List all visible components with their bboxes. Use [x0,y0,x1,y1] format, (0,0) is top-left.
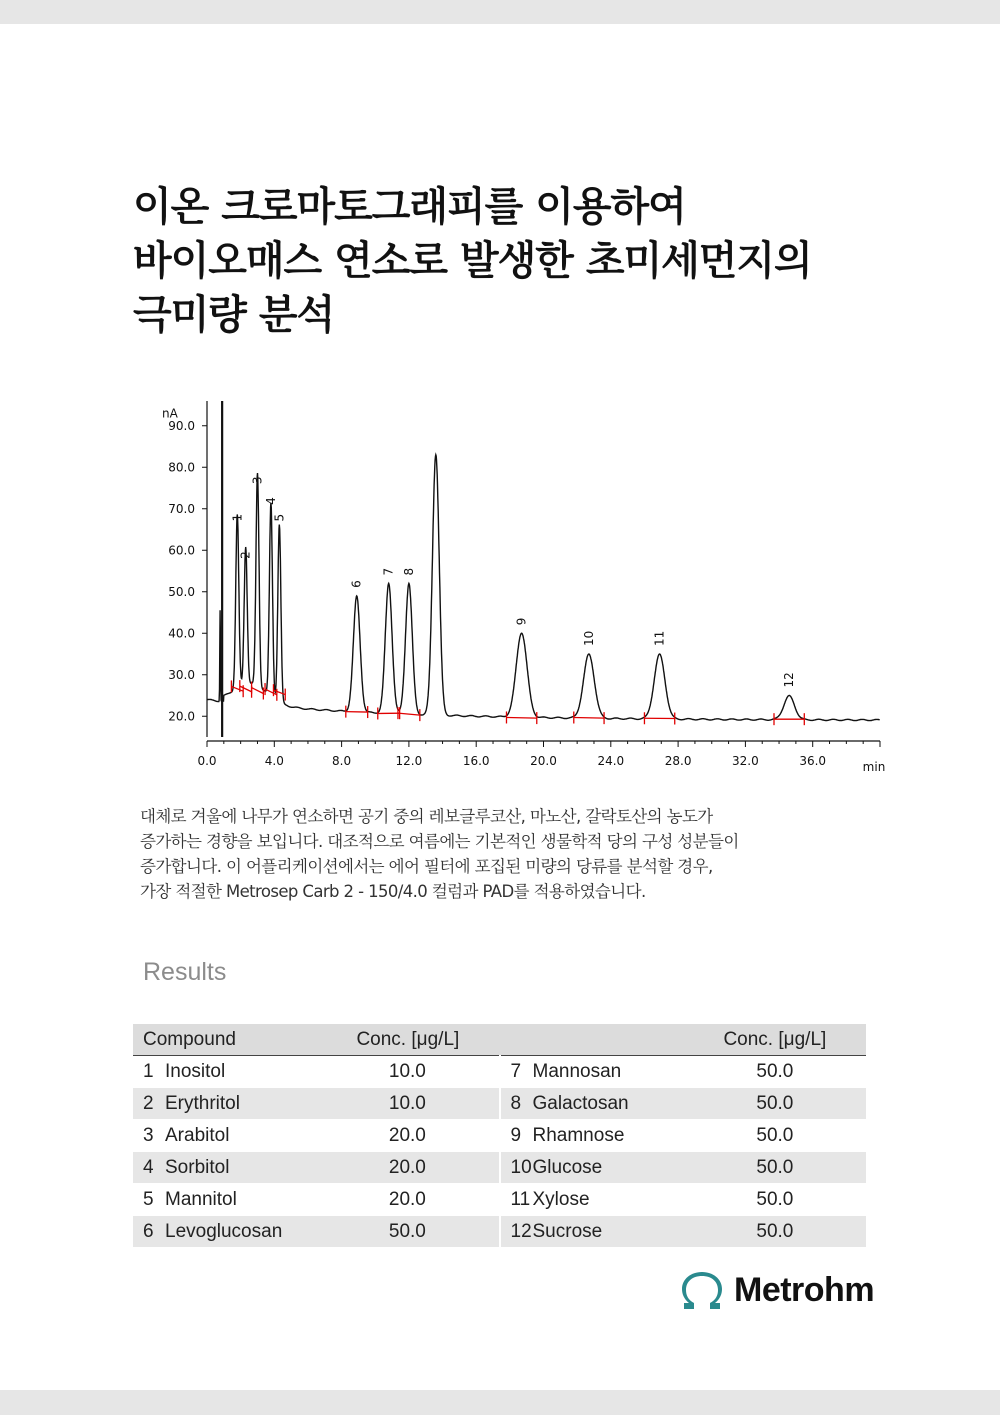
compound-number-2: 12 [510,1220,532,1242]
peak-label: 6 [349,580,364,588]
conc-cell-2: 50.0 [684,1216,866,1248]
peak-label: 10 [581,630,596,646]
compound-name: Sorbitol [165,1156,230,1178]
compound-name-2: Sucrose [532,1220,603,1242]
y-tick-label: 50.0 [168,584,195,599]
compound-number: 3 [143,1124,154,1146]
intro-line-4: 가장 적절한 Metrosep Carb 2 - 150/4.0 컬럼과 PAD를 적용하였습니다. [140,882,646,901]
peak-label: 9 [514,617,529,626]
compound-cell-2 [500,1216,684,1248]
results-header-row [133,1024,866,1056]
compound-number-2: 8 [510,1092,522,1114]
compound-number-2: 11 [510,1188,531,1210]
x-tick-label: 24.0 [597,754,625,768]
conc-cell: 10.0 [316,1088,499,1120]
metrohm-logo [680,1268,874,1312]
compound-cell-2 [500,1152,684,1184]
compound-number: 6 [143,1220,154,1242]
peak-label: 3 [250,476,265,485]
title-line-3: 극미량 분석 [133,292,335,338]
compound-name-2: Xylose [532,1188,590,1210]
page-title [133,180,913,342]
chromatogram-chart [150,375,890,775]
y-tick-label: 90.0 [168,418,195,433]
title-line-2: 바이오매스 연소로 발생한 초미세먼지의 [133,238,812,284]
conc-cell-2: 50.0 [684,1056,866,1088]
header-compound-2 [500,1024,684,1056]
intro-line-1: 대체로 겨울에 나무가 연소하면 공기 중의 레보글루코산, 마노산, 갈락토산의 농도가 [140,807,713,826]
compound-cell [133,1216,316,1248]
conc-cell-2: 50.0 [684,1184,866,1216]
peak-label: 1 [230,513,245,522]
compound-cell [133,1152,316,1184]
peak-label: 11 [652,630,667,646]
x-tick-label: 36.0 [799,754,827,768]
table-row [133,1152,866,1184]
x-tick-label: 0.0 [197,754,217,768]
compound-name-2: Galactosan [532,1092,629,1114]
omega-logo-icon [680,1270,724,1310]
x-tick-label: 16.0 [462,754,490,768]
compound-cell-2 [500,1120,684,1152]
conc-cell: 10.0 [316,1056,499,1088]
integration-baseline [574,718,604,719]
compound-cell [133,1056,316,1088]
y-tick-label: 30.0 [168,667,195,682]
compound-name-2: Glucose [532,1156,603,1178]
compound-name-2: Rhamnose [532,1124,625,1146]
x-tick-label: 4.0 [264,754,284,768]
compound-name: Inositol [165,1060,226,1082]
compound-cell [133,1184,316,1216]
y-tick-label: 60.0 [168,543,195,558]
results-body [133,1056,866,1248]
peak-label: 7 [381,567,396,576]
compound-number: 2 [143,1092,154,1114]
compound-cell-2 [500,1088,684,1120]
chromatogram-trace [207,455,880,721]
x-tick-label: 12.0 [395,754,423,768]
compound-name: Arabitol [165,1124,230,1146]
compound-name: Mannitol [165,1188,237,1210]
compound-name-2: Mannosan [532,1060,622,1082]
intro-line-3: 증가합니다. 이 어플리케이션에서는 에어 필터에 포집된 미량의 당류를 분석할 경우, [140,857,713,876]
header-conc-2: Conc. [μg/L] [684,1024,866,1056]
header-conc: Conc. [μg/L] [316,1024,499,1056]
y-tick-label: 20.0 [168,709,195,724]
table-row [133,1216,866,1248]
table-row [133,1056,866,1088]
compound-name: Levoglucosan [165,1220,283,1242]
compound-number: 1 [143,1060,154,1082]
conc-cell: 50.0 [316,1216,499,1248]
integration-baseline [252,688,264,694]
compound-number-2: 10 [510,1156,532,1178]
compound-number: 4 [143,1156,154,1178]
peak-label: 5 [272,513,287,522]
results-heading: Results [143,958,227,986]
x-axis-label: min [862,760,886,774]
x-tick-label: 8.0 [332,754,352,768]
chromatogram-svg [150,375,890,775]
peak-label: 2 [238,551,253,559]
compound-number-2: 7 [510,1060,522,1082]
compound-number-2: 9 [510,1124,522,1146]
x-tick-label: 20.0 [530,754,557,768]
x-tick-label: 32.0 [732,754,759,768]
table-row [133,1120,866,1152]
conc-cell: 20.0 [316,1120,499,1152]
conc-cell: 20.0 [316,1152,499,1184]
y-tick-label: 70.0 [168,501,195,516]
title-line-1: 이온 크로마토그래피를 이용하여 [133,184,686,230]
compound-name: Erythritol [165,1092,240,1114]
compound-number: 5 [143,1188,154,1210]
peak-label: 4 [263,497,278,505]
conc-cell: 20.0 [316,1184,499,1216]
intro-line-2: 증가하는 경향을 보입니다. 대조적으로 여름에는 기본적인 생물학적 당의 구성 성분들이 [140,832,739,851]
results-table [133,1024,866,1248]
conc-cell-2: 50.0 [684,1088,866,1120]
integration-baseline [398,713,420,715]
header-compound: Compound [133,1024,316,1056]
conc-cell-2: 50.0 [684,1120,866,1152]
x-tick-label: 28.0 [664,754,692,768]
compound-cell-2 [500,1056,684,1088]
compound-cell [133,1088,316,1120]
conc-cell-2: 50.0 [684,1152,866,1184]
peak-label: 12 [782,672,797,688]
compound-cell-2 [500,1184,684,1216]
y-axis-label: nA [162,406,178,421]
logo-wordmark: Metrohm [734,1270,875,1309]
table-row [133,1184,866,1216]
compound-cell [133,1120,316,1152]
y-tick-label: 80.0 [168,460,195,475]
y-tick-label: 40.0 [168,626,195,641]
peak-label: 8 [401,567,416,576]
integration-baseline [506,717,536,718]
table-row [133,1088,866,1120]
intro-paragraph [140,804,880,904]
